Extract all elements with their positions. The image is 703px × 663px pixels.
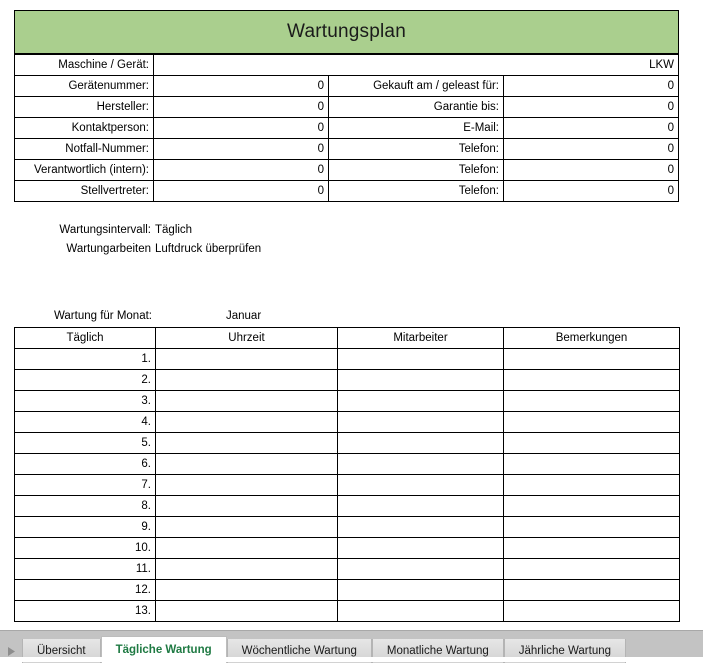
log-cell-bemerkungen[interactable] [504, 496, 680, 517]
maintenance-month-label: Wartung für Monat: [53, 310, 152, 322]
info-value-cell[interactable]: 0 [504, 139, 679, 160]
log-cell-bemerkungen[interactable] [504, 538, 680, 559]
log-cell-uhrzeit[interactable] [156, 475, 338, 496]
maintenance-works-value[interactable]: Luftdruck überprüfen [155, 243, 262, 255]
log-row-index: 5. [15, 433, 156, 454]
log-cell-mitarbeiter[interactable] [338, 538, 504, 559]
log-row-index: 12. [15, 580, 156, 601]
maintenance-log-body [15, 349, 680, 622]
table-row [15, 160, 679, 181]
maintenance-interval-label: Wartungsintervall: [59, 224, 151, 236]
info-value-cell[interactable]: 0 [504, 76, 679, 97]
table-row [15, 181, 679, 202]
info-value-cell[interactable]: 0 [154, 139, 329, 160]
sheet-tab-1[interactable]: Übersicht [22, 639, 101, 663]
log-row-index: 7. [15, 475, 156, 496]
log-cell-uhrzeit[interactable] [156, 496, 338, 517]
info-label-cell: Garantie bis: [329, 97, 504, 118]
tab-bar-baseline [0, 657, 703, 662]
info-label-cell: Hersteller: [15, 97, 154, 118]
info-value-cell[interactable]: 0 [154, 181, 329, 202]
maintenance-interval-value[interactable]: Täglich [155, 224, 193, 236]
log-column-header: Täglich [15, 328, 156, 349]
log-cell-uhrzeit[interactable] [156, 559, 338, 580]
log-cell-uhrzeit[interactable] [156, 454, 338, 475]
log-cell-uhrzeit[interactable] [156, 412, 338, 433]
log-cell-mitarbeiter[interactable] [338, 601, 504, 622]
table-row [15, 496, 680, 517]
table-row [15, 433, 680, 454]
log-row-index: 6. [15, 454, 156, 475]
maintenance-interval-row [0, 224, 703, 241]
info-value-cell[interactable]: LKW [154, 55, 679, 76]
log-row-index: 3. [15, 391, 156, 412]
info-label-cell: E-Mail: [329, 118, 504, 139]
log-row-index: 13. [15, 601, 156, 622]
table-row [15, 517, 680, 538]
log-cell-mitarbeiter[interactable] [338, 391, 504, 412]
sheet-tab-bar[interactable] [0, 630, 703, 662]
info-value-cell[interactable]: 0 [154, 118, 329, 139]
log-cell-uhrzeit[interactable] [156, 370, 338, 391]
sheet-tab-3[interactable]: Wöchentliche Wartung [227, 639, 372, 663]
log-header-row [15, 328, 680, 349]
sheet-tab-4[interactable]: Monatliche Wartung [372, 639, 504, 663]
info-label-cell: Maschine / Gerät: [15, 55, 154, 76]
log-column-header: Uhrzeit [156, 328, 338, 349]
log-cell-bemerkungen[interactable] [504, 412, 680, 433]
log-cell-bemerkungen[interactable] [504, 391, 680, 412]
log-cell-uhrzeit[interactable] [156, 433, 338, 454]
info-value-cell[interactable]: 0 [154, 160, 329, 181]
info-label-cell: Kontaktperson: [15, 118, 154, 139]
log-cell-bemerkungen[interactable] [504, 601, 680, 622]
info-value-cell[interactable]: 0 [504, 118, 679, 139]
log-cell-bemerkungen[interactable] [504, 517, 680, 538]
worksheet-title-banner [14, 10, 679, 54]
info-label-cell: Stellvertreter: [15, 181, 154, 202]
log-cell-uhrzeit[interactable] [156, 517, 338, 538]
maintenance-log-head [15, 328, 680, 349]
maintenance-month-value[interactable]: Januar [226, 310, 262, 322]
log-row-index: 1. [15, 349, 156, 370]
log-cell-mitarbeiter[interactable] [338, 412, 504, 433]
info-label-cell: Telefon: [329, 160, 504, 181]
sheet-tab-2[interactable]: Tägliche Wartung [101, 636, 227, 663]
info-label-cell: Telefon: [329, 139, 504, 160]
log-row-index: 9. [15, 517, 156, 538]
log-row-index: 8. [15, 496, 156, 517]
log-cell-bemerkungen[interactable] [504, 349, 680, 370]
log-cell-bemerkungen[interactable] [504, 370, 680, 391]
log-cell-bemerkungen[interactable] [504, 433, 680, 454]
log-row-index: 4. [15, 412, 156, 433]
log-row-index: 2. [15, 370, 156, 391]
log-column-header: Mitarbeiter [338, 328, 504, 349]
log-cell-mitarbeiter[interactable] [338, 433, 504, 454]
info-label-cell: Gerätenummer: [15, 76, 154, 97]
log-cell-mitarbeiter[interactable] [338, 496, 504, 517]
log-cell-mitarbeiter[interactable] [338, 454, 504, 475]
log-cell-uhrzeit[interactable] [156, 349, 338, 370]
sheet-tab-5[interactable]: Jährliche Wartung [504, 639, 626, 663]
maintenance-month-row [0, 310, 703, 327]
table-row [15, 139, 679, 160]
table-row [15, 118, 679, 139]
table-row [15, 97, 679, 118]
log-row-index: 11. [15, 559, 156, 580]
equipment-info-table[interactable] [14, 54, 679, 202]
equipment-info-body [15, 55, 679, 202]
log-cell-uhrzeit[interactable] [156, 538, 338, 559]
log-cell-mitarbeiter[interactable] [338, 349, 504, 370]
log-cell-mitarbeiter[interactable] [338, 370, 504, 391]
info-value-cell[interactable]: 0 [504, 160, 679, 181]
table-row [15, 601, 680, 622]
table-row [15, 55, 679, 76]
info-label-cell: Verantwortlich (intern): [15, 160, 154, 181]
log-row-index: 10. [15, 538, 156, 559]
table-row [15, 475, 680, 496]
maintenance-works-row [0, 243, 703, 260]
table-row [15, 76, 679, 97]
log-cell-uhrzeit[interactable] [156, 580, 338, 601]
info-value-cell[interactable]: 0 [504, 181, 679, 202]
log-column-header: Bemerkungen [504, 328, 680, 349]
table-row [15, 538, 680, 559]
log-cell-bemerkungen[interactable] [504, 559, 680, 580]
info-value-cell[interactable]: 0 [504, 97, 679, 118]
table-row [15, 391, 680, 412]
info-label-cell: Telefon: [329, 181, 504, 202]
table-row [15, 454, 680, 475]
page-title: Wartungsplan [287, 21, 406, 42]
log-cell-uhrzeit[interactable] [156, 391, 338, 412]
table-row [15, 370, 680, 391]
table-row [15, 580, 680, 601]
log-cell-bemerkungen[interactable] [504, 454, 680, 475]
table-row [15, 412, 680, 433]
info-label-cell: Gekauft am / geleast für: [329, 76, 504, 97]
log-cell-mitarbeiter[interactable] [338, 559, 504, 580]
log-cell-bemerkungen[interactable] [504, 475, 680, 496]
maintenance-log-table[interactable] [14, 327, 680, 622]
info-value-cell[interactable]: 0 [154, 97, 329, 118]
log-cell-mitarbeiter[interactable] [338, 517, 504, 538]
log-cell-mitarbeiter[interactable] [338, 475, 504, 496]
info-label-cell: Notfall-Nummer: [15, 139, 154, 160]
table-row [15, 559, 680, 580]
log-cell-mitarbeiter[interactable] [338, 580, 504, 601]
table-row [15, 349, 680, 370]
info-value-cell[interactable]: 0 [154, 76, 329, 97]
log-cell-bemerkungen[interactable] [504, 580, 680, 601]
maintenance-works-label: Wartungarbeiten [66, 243, 151, 255]
log-cell-uhrzeit[interactable] [156, 601, 338, 622]
